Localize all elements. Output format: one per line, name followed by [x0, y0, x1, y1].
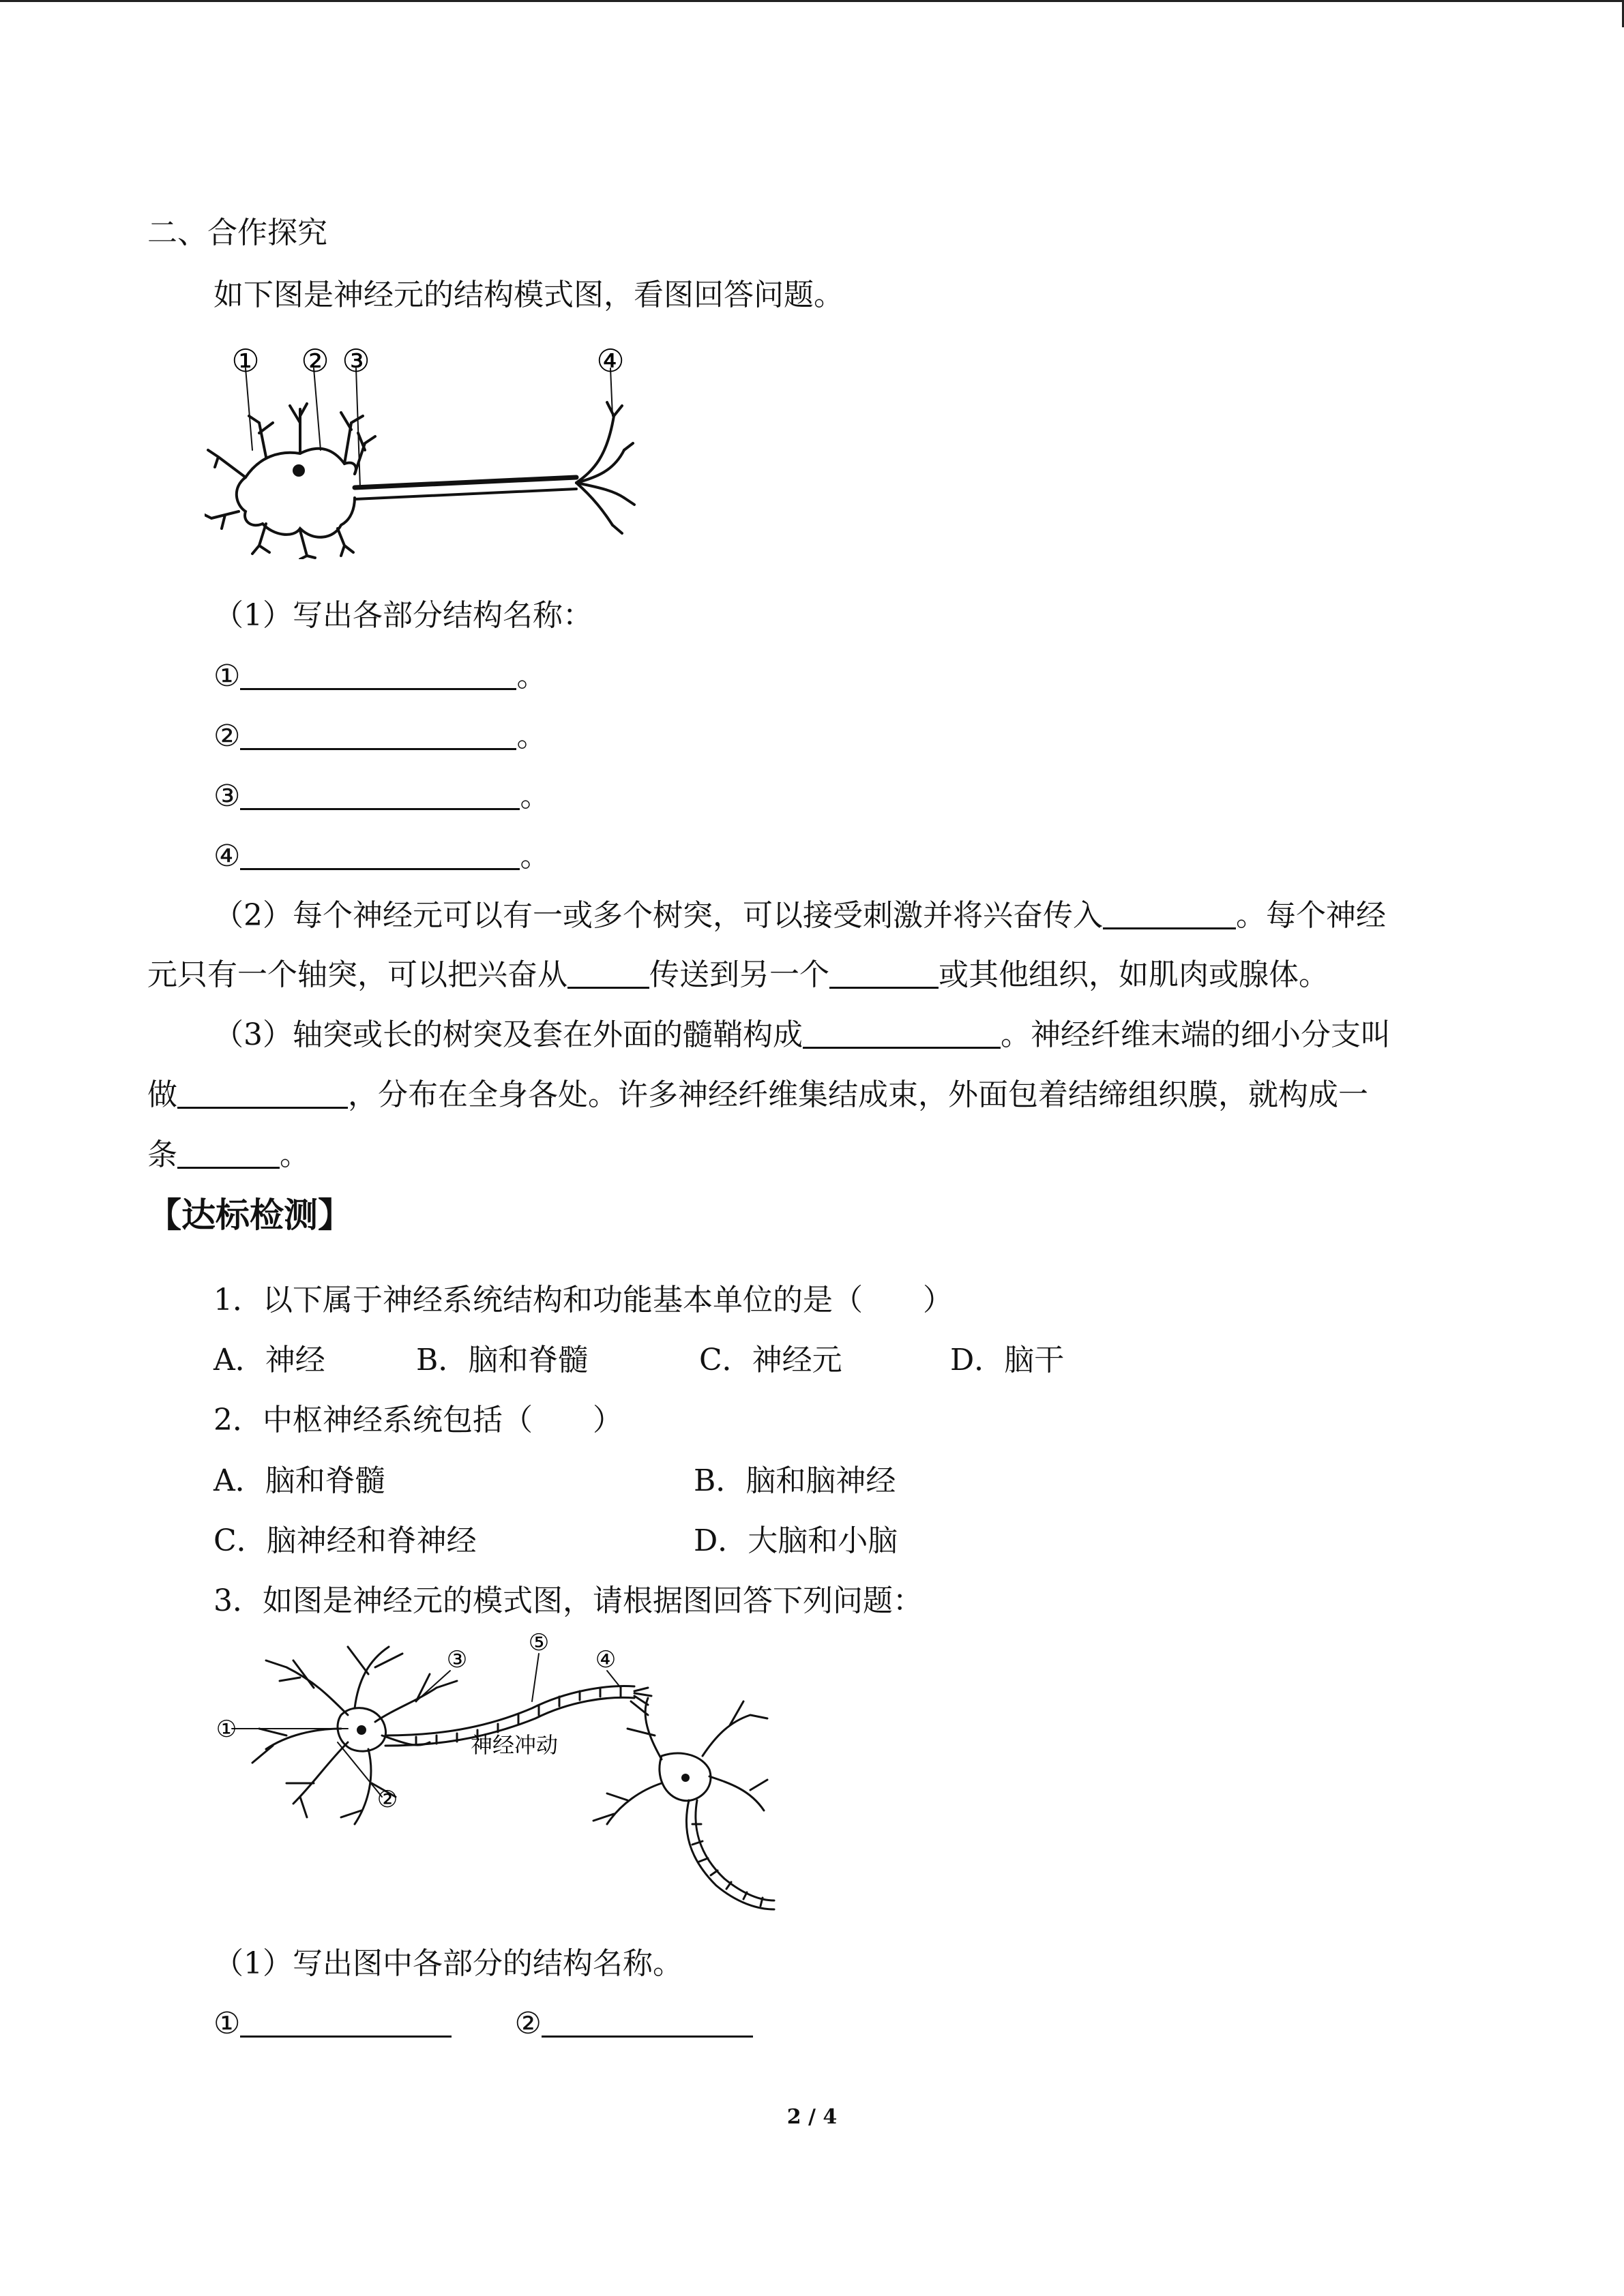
top-border [0, 0, 1624, 2]
mc3-answer-row [213, 2003, 753, 2044]
mc1-option-a: A．神经 [213, 1343, 325, 1377]
fig2-label-2: ② [377, 1786, 398, 1813]
answer-number: ② [213, 719, 241, 754]
answer-number: ② [514, 2006, 542, 2041]
mc2-stem: 2．中枢神经系统包括（ ） [213, 1403, 623, 1437]
mc2-option-c: C．脑神经和脊神经 [213, 1523, 477, 1558]
fig2-label-1: ① [216, 1716, 237, 1743]
answer-number: ③ [213, 779, 241, 814]
q1-answer-1: ① 。 [213, 659, 547, 694]
check-section-title: 【达标检测】 [147, 1195, 352, 1235]
answer-number: ① [213, 2006, 241, 2041]
answer-blank[interactable] [542, 2008, 753, 2038]
mc1-option-b: B．脑和脊髓 [416, 1343, 589, 1377]
q3-line-2: 做 ，分布在全身各处。许多神经纤维集结成束，外面包着结缔组织膜，就构成一 [147, 1077, 1368, 1112]
q2-line-1: （2）每个神经元可以有一或多个树突，可以接受刺激并将兴奋传入 。每个神经 [213, 898, 1386, 933]
answer-blank[interactable] [240, 841, 520, 870]
answer-blank[interactable] [240, 781, 520, 810]
q1-answer-3: ③ 。 [213, 779, 550, 814]
q1-answer-2: ② 。 [213, 719, 547, 754]
answer-blank[interactable] [240, 2008, 452, 2038]
answer-blank[interactable] [240, 721, 516, 750]
q1-answer-4: ④ 。 [213, 839, 550, 874]
fig2-label-5: ⑤ [528, 1633, 550, 1656]
fig1-label-3: ③ [342, 342, 370, 379]
answer-blank[interactable] [177, 1139, 280, 1169]
neuron-figure-2 [211, 1633, 778, 1920]
q3-line-3: 条 。 [147, 1137, 310, 1172]
answer-number: ① [213, 659, 241, 694]
answer-blank[interactable] [1103, 900, 1236, 929]
fig2-label-4: ④ [595, 1646, 617, 1673]
q2-line-2: 元只有一个轴突，可以把兴奋从 传送到另一个 或其他组织，如肌肉或腺体。 [147, 957, 1329, 992]
answer-blank[interactable] [177, 1079, 348, 1109]
fig2-label-3: ③ [446, 1646, 468, 1673]
fig1-label-2: ② [301, 342, 329, 379]
q3-line-1: （3）轴突或长的树突及套在外面的髓鞘构成 。神经纤维末端的细小分支叫 [213, 1017, 1391, 1052]
answer-blank[interactable] [829, 959, 939, 989]
mc1-option-d: D．脑干 [950, 1343, 1065, 1377]
page-number: 2 / 4 [786, 2105, 838, 2129]
answer-number: ④ [213, 839, 241, 874]
q1-prompt: （1）写出各部分结构名称： [213, 598, 593, 633]
answer-blank[interactable] [803, 1019, 1001, 1049]
mc2-option-b: B．脑和脑神经 [694, 1463, 896, 1498]
mc3-sub1-prompt: （1）写出图中各部分的结构名称。 [213, 1946, 683, 1981]
fig2-caption-nerve-impulse: 神经冲动 [471, 1732, 559, 1758]
mc2-option-a: A．脑和脊髓 [213, 1463, 385, 1498]
fig1-label-1: ① [231, 342, 260, 379]
answer-blank[interactable] [240, 661, 516, 690]
mc2-option-d: D．大脑和小脑 [694, 1523, 898, 1558]
neuron-figure-1 [205, 341, 641, 559]
mc3-stem: 3．如图是神经元的模式图，请根据图回答下列问题： [213, 1583, 923, 1618]
fig1-label-4: ④ [596, 342, 625, 379]
mc1-stem: 1．以下属于神经系统结构和功能基本单位的是（ ） [213, 1283, 953, 1317]
section-title: 二、合作探究 [147, 215, 327, 250]
intro-text: 如下图是神经元的结构模式图，看图回答问题。 [213, 278, 844, 312]
mc1-option-c: C．神经元 [699, 1343, 842, 1377]
answer-blank[interactable] [567, 959, 649, 989]
